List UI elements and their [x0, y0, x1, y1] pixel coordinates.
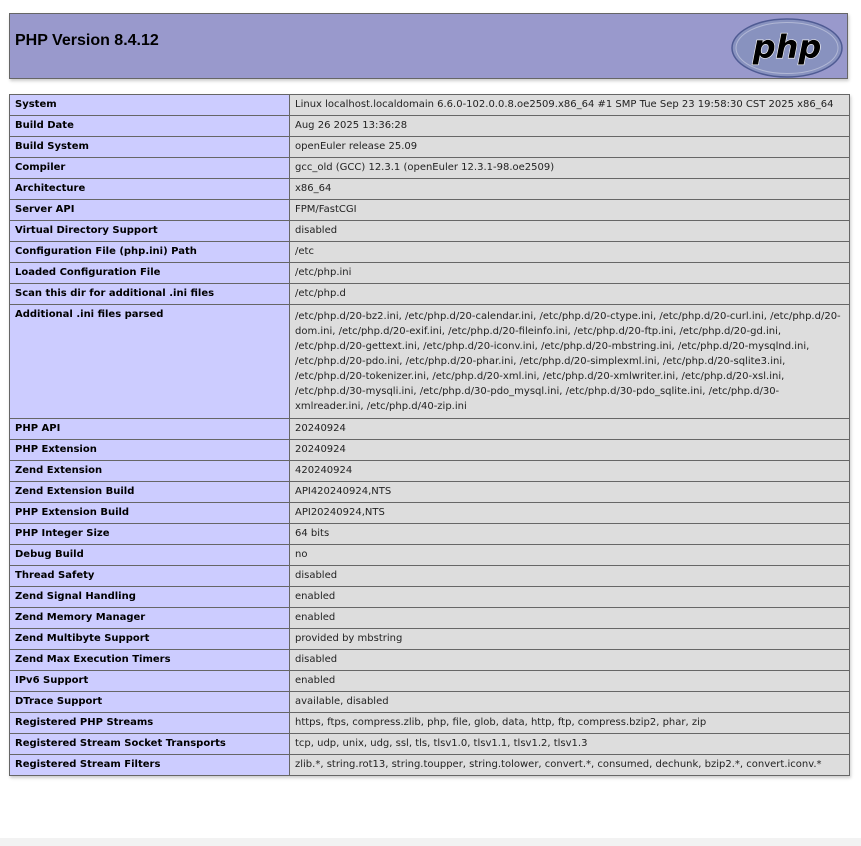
- row-key: Zend Multibyte Support: [10, 629, 290, 650]
- row-value: Linux localhost.localdomain 6.6.0-102.0.0.8.oe2509.x86_64 #1 SMP Tue Sep 23 19:58:30 CST 2025 x86_64: [290, 95, 850, 116]
- table-row: [10, 461, 850, 482]
- page-title: PHP Version 8.4.12: [15, 32, 159, 49]
- table-row: [10, 263, 850, 284]
- row-key: DTrace Support: [10, 692, 290, 713]
- row-key: Additional .ini files parsed: [10, 305, 290, 419]
- table-row: [10, 305, 850, 419]
- row-value: zlib.*, string.rot13, string.toupper, string.tolower, convert.*, consumed, dechunk, bzip2.*, convert.iconv.*: [290, 755, 850, 776]
- row-key: Registered Stream Filters: [10, 755, 290, 776]
- table-row: [10, 440, 850, 461]
- table-row: [10, 503, 850, 524]
- row-key: Loaded Configuration File: [10, 263, 290, 284]
- row-value: enabled: [290, 587, 850, 608]
- row-value: API420240924,NTS: [290, 482, 850, 503]
- row-key: Registered PHP Streams: [10, 713, 290, 734]
- row-value: enabled: [290, 608, 850, 629]
- row-value: FPM/FastCGI: [290, 200, 850, 221]
- row-key: Build Date: [10, 116, 290, 137]
- row-key: Scan this dir for additional .ini files: [10, 284, 290, 305]
- row-value: disabled: [290, 650, 850, 671]
- table-row: [10, 755, 850, 776]
- php-logo-text: php: [752, 28, 822, 66]
- row-value: provided by mbstring: [290, 629, 850, 650]
- table-row: [10, 137, 850, 158]
- row-key: Configuration File (php.ini) Path: [10, 242, 290, 263]
- row-key: Architecture: [10, 179, 290, 200]
- table-row: [10, 671, 850, 692]
- row-key: Zend Signal Handling: [10, 587, 290, 608]
- row-value: /etc: [290, 242, 850, 263]
- row-value: no: [290, 545, 850, 566]
- row-value: x86_64: [290, 179, 850, 200]
- table-row: [10, 482, 850, 503]
- row-key: PHP API: [10, 419, 290, 440]
- row-value: openEuler release 25.09: [290, 137, 850, 158]
- row-value: API20240924,NTS: [290, 503, 850, 524]
- row-key: Debug Build: [10, 545, 290, 566]
- table-row: [10, 713, 850, 734]
- table-row: [10, 587, 850, 608]
- table-row: [10, 95, 850, 116]
- table-row: [10, 629, 850, 650]
- row-value: /etc/php.d: [290, 284, 850, 305]
- table-row: [10, 284, 850, 305]
- row-value: 20240924: [290, 419, 850, 440]
- table-row: [10, 692, 850, 713]
- row-key: PHP Extension Build: [10, 503, 290, 524]
- row-value: available, disabled: [290, 692, 850, 713]
- table-row: [10, 545, 850, 566]
- row-key: Server API: [10, 200, 290, 221]
- row-key: Zend Extension Build: [10, 482, 290, 503]
- row-value: https, ftps, compress.zlib, php, file, glob, data, http, ftp, compress.bzip2, phar, zip: [290, 713, 850, 734]
- row-value: gcc_old (GCC) 12.3.1 (openEuler 12.3.1-98.oe2509): [290, 158, 850, 179]
- table-row: [10, 116, 850, 137]
- page-bottom-strip: [0, 838, 861, 846]
- row-key: IPv6 Support: [10, 671, 290, 692]
- row-value: 20240924: [290, 440, 850, 461]
- row-value: 64 bits: [290, 524, 850, 545]
- row-key: Compiler: [10, 158, 290, 179]
- row-value: /etc/php.d/20-bz2.ini, /etc/php.d/20-calendar.ini, /etc/php.d/20-ctype.ini, /etc/php.d/20-curl.ini, /etc/php.d/20-dom.ini, /etc/php.d/20-exif.ini, /etc/php.d/20-fileinfo.ini, /etc/php.d/20-ftp.ini, /etc/php.d/20-gd.ini, /etc/php.d/20-gettext.ini, /etc/php.d/20-iconv.ini, /etc/php.d/20-mbstring.ini, /etc/php.d/20-mysqlnd.ini, /etc/php.d/20-pdo.ini, /etc/php.d/20-phar.ini, /etc/php.d/20-simplexml.ini, /etc/php.d/20-sqlite3.ini, /etc/php.d/20-tokenizer.ini, /etc/php.d/20-xml.ini, /etc/php.d/20-xmlwriter.ini, /etc/php.d/20-xsl.ini, /etc/php.d/30-mysqli.ini, /etc/php.d/30-pdo_mysql.ini, /etc/php.d/30-pdo_sqlite.ini, /etc/php.d/30-xmlreader.ini, /etc/php.d/40-zip.ini: [290, 305, 850, 419]
- row-value: disabled: [290, 566, 850, 587]
- row-value: enabled: [290, 671, 850, 692]
- row-value: disabled: [290, 221, 850, 242]
- row-value: tcp, udp, unix, udg, ssl, tls, tlsv1.0, tlsv1.1, tlsv1.2, tlsv1.3: [290, 734, 850, 755]
- row-key: Thread Safety: [10, 566, 290, 587]
- table-row: [10, 242, 850, 263]
- table-row: [10, 524, 850, 545]
- row-key: Registered Stream Socket Transports: [10, 734, 290, 755]
- table-row: [10, 221, 850, 242]
- php-info-table: [9, 94, 850, 776]
- table-row: [10, 158, 850, 179]
- table-row: [10, 179, 850, 200]
- row-key: Build System: [10, 137, 290, 158]
- table-row: [10, 608, 850, 629]
- table-row: [10, 650, 850, 671]
- row-key: PHP Extension: [10, 440, 290, 461]
- row-key: Zend Max Execution Timers: [10, 650, 290, 671]
- table-row: [10, 566, 850, 587]
- page-header: [9, 13, 848, 79]
- row-value: 420240924: [290, 461, 850, 482]
- table-row: [10, 734, 850, 755]
- row-value: Aug 26 2025 13:36:28: [290, 116, 850, 137]
- row-key: Zend Extension: [10, 461, 290, 482]
- row-key: Virtual Directory Support: [10, 221, 290, 242]
- row-value: /etc/php.ini: [290, 263, 850, 284]
- row-key: Zend Memory Manager: [10, 608, 290, 629]
- php-logo: [731, 18, 843, 78]
- table-row: [10, 419, 850, 440]
- row-key: System: [10, 95, 290, 116]
- table-row: [10, 200, 850, 221]
- row-key: PHP Integer Size: [10, 524, 290, 545]
